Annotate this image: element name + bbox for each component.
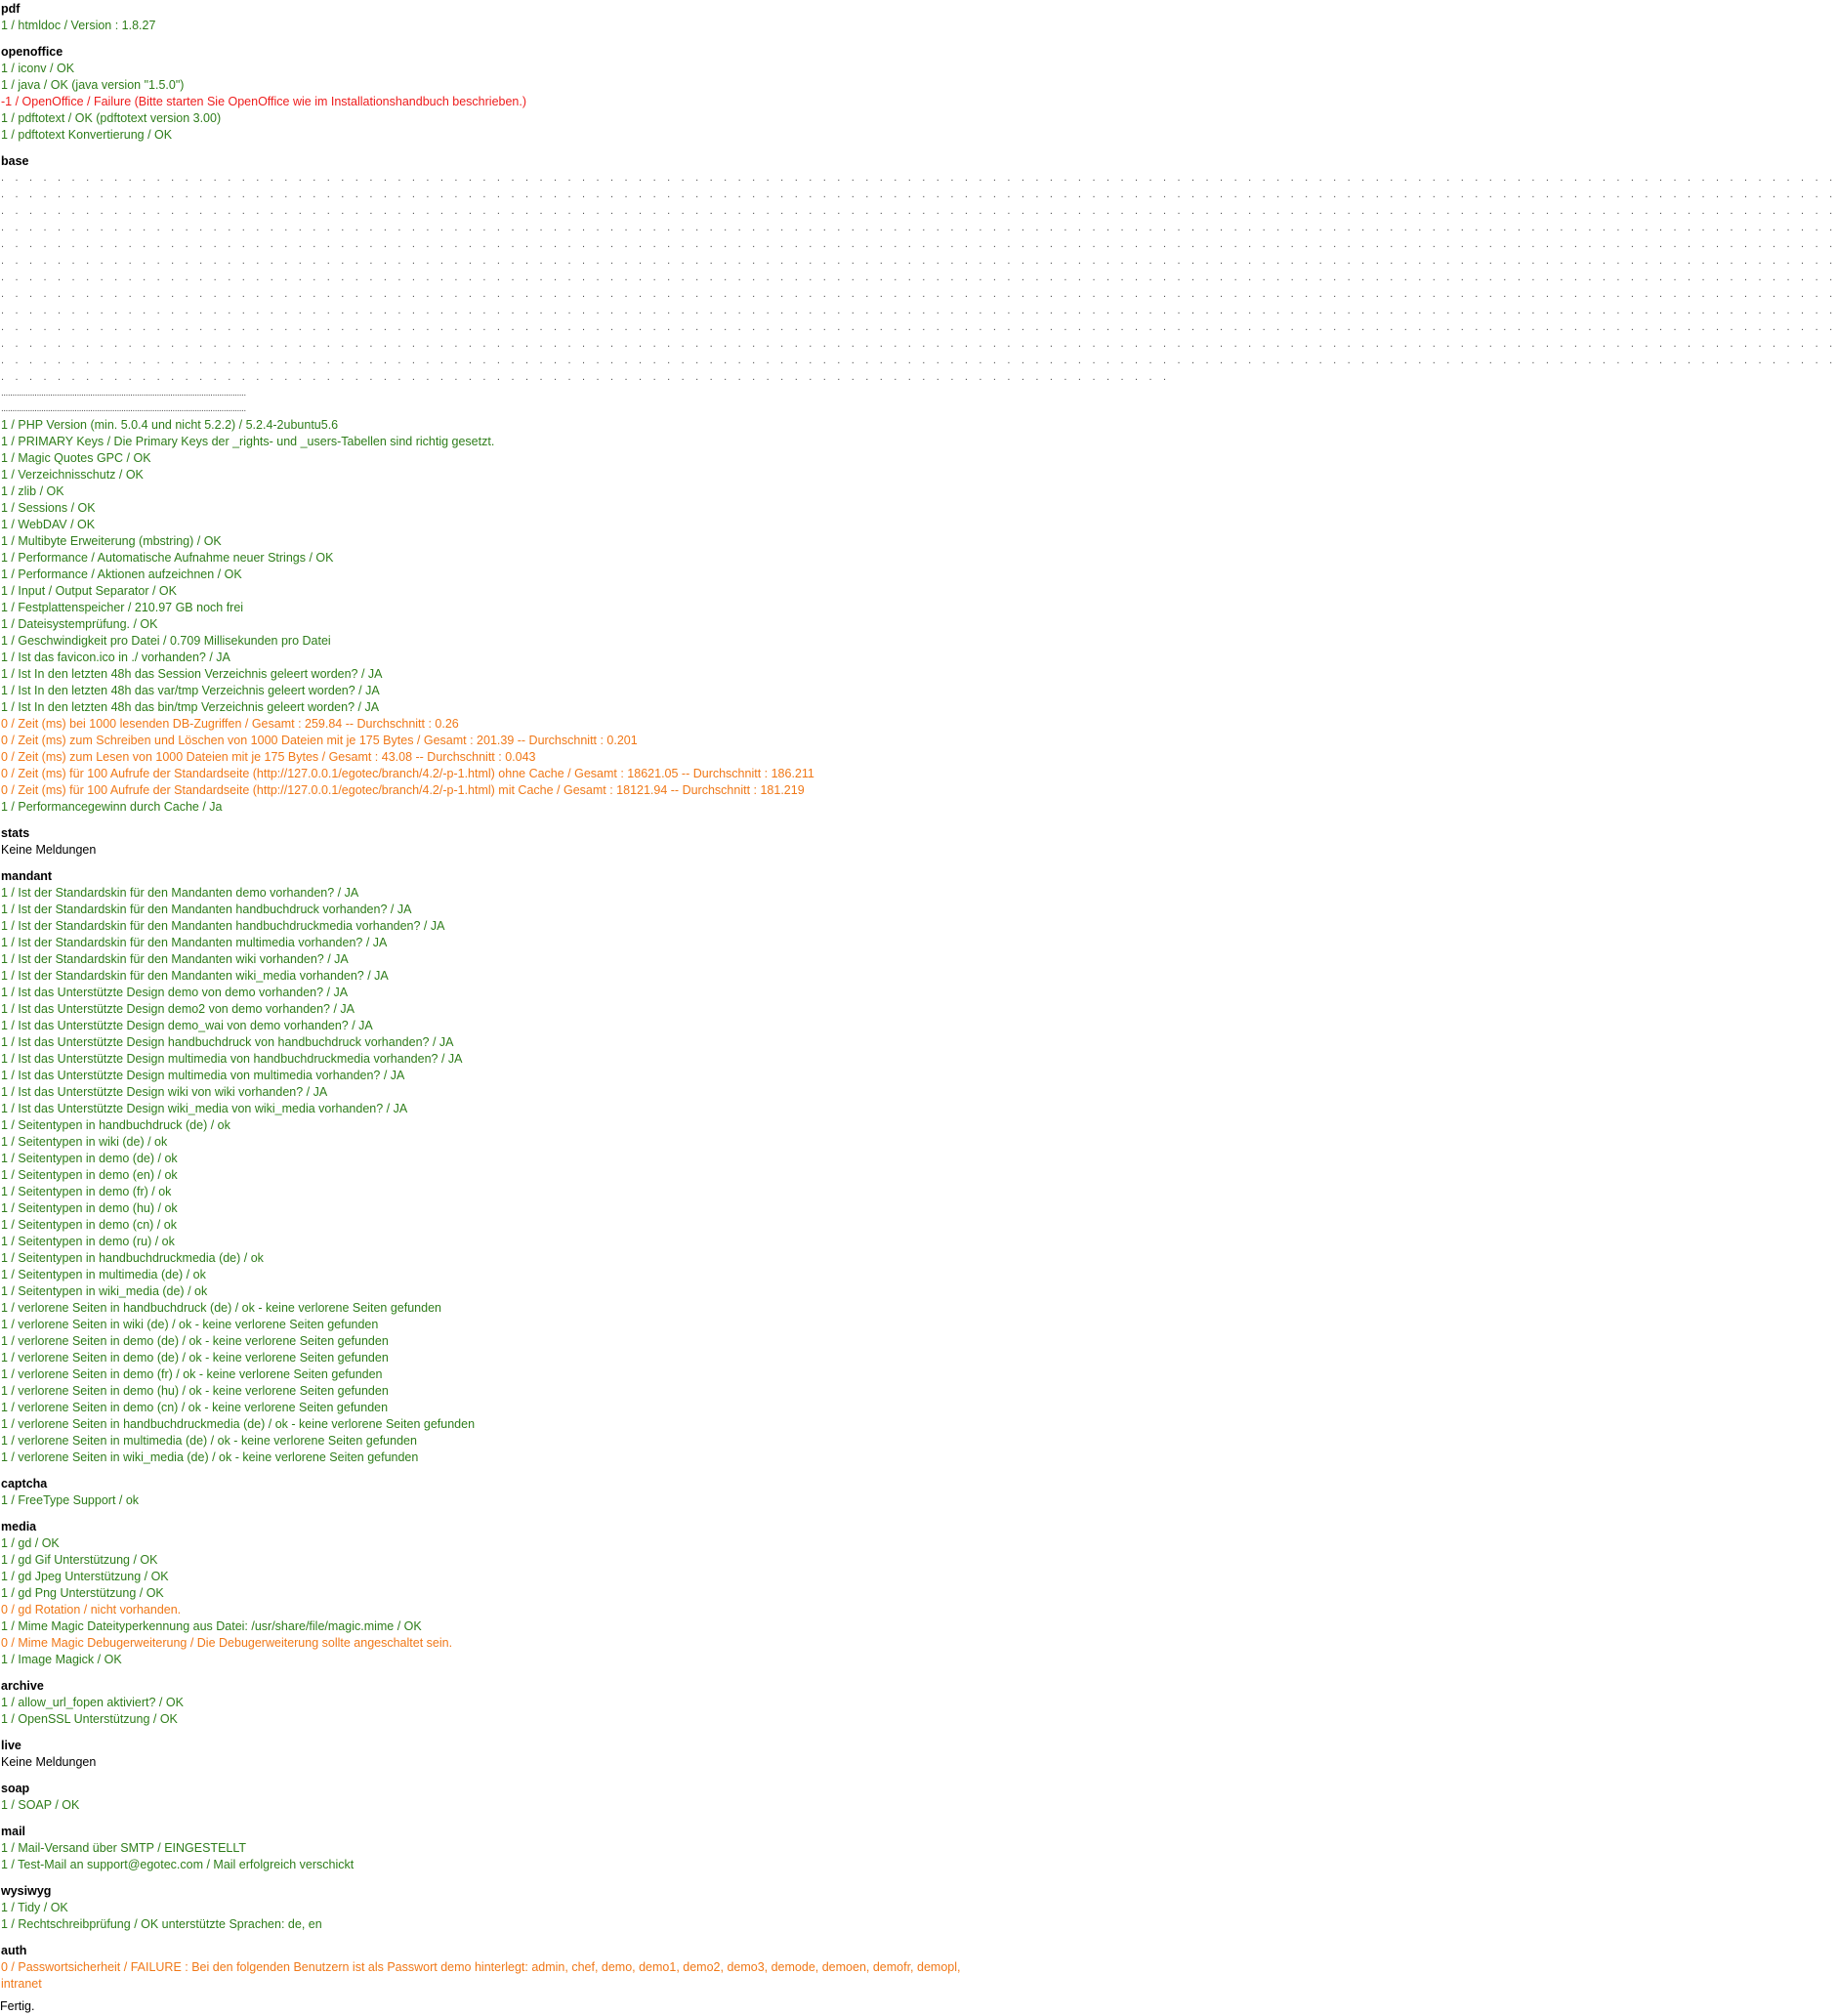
check-result-line: 1 / Ist In den letzten 48h das bin/tmp Verzeichnis geleert worden? / JA <box>1 700 380 714</box>
progress-dots-row: . . . . . . . . . . . . . . . . . . . . . . . . . . . . . . . . . . . . . . . . . . . . . . . . . . . . . . . . . . . . . . . . . . . . . . . . . . . . . . . . . . . . . . . . . . . . . . . . . . . . . . . . . . . . . . . . . . . . . . . . . . . . . . . . . . <box>1 189 1836 200</box>
check-result-line: 1 / Mime Magic Dateityperkennung aus Datei: /usr/share/file/magic.mime / OK <box>1 1619 422 1633</box>
check-result-line: 1 / Ist der Standardskin für den Mandanten handbuchdruck vorhanden? / JA <box>1 903 412 916</box>
section-title: mandant <box>1 869 53 883</box>
section-title: wysiwyg <box>1 1884 52 1898</box>
check-result-line: 1 / Seitentypen in handbuchdruck (de) / ok <box>1 1118 230 1132</box>
finished-message: Fertig. <box>0 1999 35 2013</box>
progress-dots-row: . . . . . . . . . . . . . . . . . . . . . . . . . . . . . . . . . . . . . . . . . . . . . . . . . . . . . . . . . . . . . . . . . . . . . . . . . . . . . . . . . . . . . . . . . . . . . . . . . . . . . . . . . . . . . . . . . . . . . . . . . . . . . . . . . . <box>1 238 1836 250</box>
check-result-line: 1 / Ist das Unterstützte Design wiki_media von wiki_media vorhanden? / JA <box>1 1102 408 1115</box>
check-result-line: 1 / SOAP / OK <box>1 1798 80 1812</box>
check-result-line: 0 / Zeit (ms) zum Lesen von 1000 Dateien mit je 175 Bytes / Gesamt : 43.08 -- Durchschnitt : 0.043 <box>1 750 536 764</box>
section-12 <box>1 1933 964 1993</box>
progress-dots-row: . . . . . . . . . . . . . . . . . . . . . . . . . . . . . . . . . . . . . . . . . . . . . . . . . . . . . . . . . . . . . . . . . . . . . . . . . . . . . . . . . . . . . . . . . . . . . . . . . . . . . . . . . . . . . . . . . . . . . . . . . . . . . . . . . . <box>1 222 1836 233</box>
check-result-line: 1 / Ist der Standardskin für den Mandanten multimedia vorhanden? / JA <box>1 936 388 949</box>
check-result-line: 1 / allow_url_fopen aktiviert? / OK <box>1 1696 184 1709</box>
check-result-line: 1 / Performance / Automatische Aufnahme neuer Strings / OK <box>1 551 334 565</box>
check-result-line: 1 / Seitentypen in demo (fr) / ok <box>1 1185 172 1198</box>
check-result-line: 1 / Tidy / OK <box>1 1901 68 1914</box>
section-title: soap <box>1 1782 30 1795</box>
check-result-line: 1 / Ist der Standardskin für den Mandanten demo vorhanden? / JA <box>1 886 359 900</box>
check-result-line: 1 / Seitentypen in demo (cn) / ok <box>1 1218 177 1232</box>
check-result-line: 1 / verlorene Seiten in demo (fr) / ok - keine verlorene Seiten gefunden <box>1 1367 383 1381</box>
section-title: pdf <box>1 2 21 16</box>
check-result-line: 1 / Mail-Versand über SMTP / EINGESTELLT <box>1 1841 247 1855</box>
check-result-line: 1 / pdftotext / OK (pdftotext version 3.00) <box>1 111 222 125</box>
check-result-line: 1 / Input / Output Separator / OK <box>1 584 177 598</box>
check-result-line: 1 / Rechtschreibprüfung / OK unterstützte Sprachen: de, en <box>1 1917 322 1931</box>
check-result-line: 1 / Seitentypen in demo (ru) / ok <box>1 1235 175 1248</box>
progress-dots-fine-row: .............................................................................................................. <box>1 388 246 399</box>
progress-dots-row: . . . . . . . . . . . . . . . . . . . . . . . . . . . . . . . . . . . . . . . . . . . . . . . . . . . . . . . . . . . . . . . . . . . . . . . . . . . . . . . . . . . . . . . . . . . . . . . . . . . . . . . . . . . . . . . . . . . . . . . . . . . . . . . . . . <box>1 272 1836 283</box>
section-4 <box>1 859 964 1466</box>
check-result-line: 1 / Multibyte Erweiterung (mbstring) / OK <box>1 534 222 548</box>
check-result-line: 1 / gd Gif Unterstützung / OK <box>1 1553 158 1567</box>
progress-dots-row: . . . . . . . . . . . . . . . . . . . . . . . . . . . . . . . . . . . . . . . . . . . . . . . . . . . . . . . . . . . . . . . . . . . . . . . . . . . . . . . . . . . . . . . . . . . . . . . . . . . . . . . . . . . . . . . . . . . . . . . . . . . . . . . . . . <box>1 355 1836 366</box>
section-5 <box>1 1466 964 1509</box>
section-7 <box>1 1668 964 1728</box>
check-result-line: 1 / Seitentypen in multimedia (de) / ok <box>1 1268 206 1281</box>
section-2 <box>1 144 1836 816</box>
check-result-line: 1 / iconv / OK <box>1 62 75 75</box>
progress-dots-row: . . . . . . . . . . . . . . . . . . . . . . . . . . . . . . . . . . . . . . . . . . . . . . . . . . . . . . . . . . . . . . . . . . . . . . . . . . . . . . . . . . . . . . . . . . . . . . . . . . . . . . . . . . . . . . . . . . . . . . . . . . . . . . . . . . <box>1 305 1836 316</box>
check-result-line: 1 / Ist das Unterstützte Design demo2 von demo vorhanden? / JA <box>1 1002 355 1016</box>
section-3 <box>1 816 964 859</box>
section-title: captcha <box>1 1477 48 1491</box>
progress-dots-fine-row: .............................................................................................................. <box>1 403 246 414</box>
check-result-line: 0 / gd Rotation / nicht vorhanden. <box>1 1603 182 1617</box>
check-result-line: 1 / Seitentypen in wiki (de) / ok <box>1 1135 168 1149</box>
check-result-line: 1 / verlorene Seiten in handbuchdruck (de) / ok - keine verlorene Seiten gefunden <box>1 1301 441 1315</box>
section-title: live <box>1 1739 21 1752</box>
check-result-line: 1 / Ist das Unterstützte Design demo von demo vorhanden? / JA <box>1 986 349 999</box>
check-result-line: 1 / Ist der Standardskin für den Mandanten wiki vorhanden? / JA <box>1 952 349 966</box>
progress-dots-row: . . . . . . . . . . . . . . . . . . . . . . . . . . . . . . . . . . . . . . . . . . . . . . . . . . . . . . . . . . . . . . . . . . . . . . . . . . . . . . . . . . . . . . . . . . . . . . . . . . . . . . . . . . . . . . . . . . . . . . . . . . . . . . . . . . <box>1 338 1836 350</box>
check-result-line: 1 / Ist das Unterstützte Design handbuchdruck von handbuchdruck vorhanden? / JA <box>1 1035 454 1049</box>
check-result-line: 0 / Zeit (ms) für 100 Aufrufe der Standardseite (http://127.0.0.1/egotec/branch/4.2/-p-1.html) ohne Cache / Gesamt : 18621.05 -- Durchschnitt : 186.211 <box>1 767 814 780</box>
section-1 <box>1 34 964 144</box>
section-title: stats <box>1 826 30 840</box>
check-result-line: 1 / Ist In den letzten 48h das var/tmp Verzeichnis geleert worden? / JA <box>1 684 380 697</box>
check-result-line: 1 / OpenSSL Unterstützung / OK <box>1 1712 178 1726</box>
check-result-line: -1 / OpenOffice / Failure (Bitte starten Sie OpenOffice wie im Installationshandbuch beschrieben.) <box>1 95 527 108</box>
check-result-line: 1 / Geschwindigkeit pro Datei / 0.709 Millisekunden pro Datei <box>1 634 331 648</box>
check-result-line: 0 / Zeit (ms) zum Schreiben und Löschen von 1000 Dateien mit je 175 Bytes / Gesamt : 201.39 -- Durchschnitt : 0.201 <box>1 734 638 747</box>
section-10 <box>1 1814 964 1873</box>
check-result-line: 1 / Performancegewinn durch Cache / Ja <box>1 800 223 814</box>
section-title: auth <box>1 1944 27 1957</box>
check-result-line: 1 / PHP Version (min. 5.0.4 und nicht 5.2.2) / 5.2.4-2ubuntu5.6 <box>1 418 339 432</box>
progress-dots-row: . . . . . . . . . . . . . . . . . . . . . . . . . . . . . . . . . . . . . . . . . . . . . . . . . . . . . . . . . . . . . . . . . . . . . . . . . . . . . . . . . . . . . . . . . . . . . . . . . . . . . . . . . . . . . . . . . . . . . . . . . . . . . . . . . . <box>1 255 1836 267</box>
check-result-line: 1 / gd Jpeg Unterstützung / OK <box>1 1570 169 1583</box>
check-result-line: 1 / Ist das Unterstützte Design multimedia von multimedia vorhanden? / JA <box>1 1069 405 1082</box>
check-result-line: 1 / Verzeichnisschutz / OK <box>1 468 144 482</box>
check-result-line: 1 / Seitentypen in wiki_media (de) / ok <box>1 1284 208 1298</box>
check-result-line: 0 / Passwortsicherheit / FAILURE : Bei den folgenden Benutzern ist als Passwort demo hinterlegt: admin, chef, demo, demo1, demo2, demo3, demode, demoen, demofr, demopl, intranet <box>1 1960 961 1991</box>
section-title: openoffice <box>1 45 63 59</box>
check-result-line: 1 / WebDAV / OK <box>1 518 96 531</box>
check-result-line: 1 / verlorene Seiten in demo (de) / ok - keine verlorene Seiten gefunden <box>1 1351 389 1365</box>
check-result-line: 1 / Dateisystemprüfung. / OK <box>1 617 158 631</box>
check-result-line: 1 / Ist In den letzten 48h das Session Verzeichnis geleert worden? / JA <box>1 667 383 681</box>
check-result-line: 1 / Ist das Unterstützte Design wiki von wiki vorhanden? / JA <box>1 1085 328 1099</box>
check-result-line: 1 / java / OK (java version "1.5.0") <box>1 78 185 92</box>
check-result-line: 1 / gd / OK <box>1 1536 60 1550</box>
section-title: base <box>1 154 29 168</box>
progress-dots-row: . . . . . . . . . . . . . . . . . . . . . . . . . . . . . . . . . . . . . . . . . . . . . . . . . . . . . . . . . . . . . . . . . . . . . . . . . . . . . . . . . . . . . . . . . . . . . . . . . . . . . . . . . . . . . . . . . . . . . . . . . . . . . . . . . . <box>1 205 1836 217</box>
check-result-line: 1 / Seitentypen in demo (hu) / ok <box>1 1201 178 1215</box>
section-8 <box>1 1728 964 1771</box>
check-result-line: 1 / Magic Quotes GPC / OK <box>1 451 151 465</box>
check-result-line: Keine Meldungen <box>1 1755 97 1769</box>
section-title: mail <box>1 1825 26 1838</box>
check-result-line: 1 / Performance / Aktionen aufzeichnen / OK <box>1 567 242 581</box>
progress-dots-row: . . . . . . . . . . . . . . . . . . . . . . . . . . . . . . . . . . . . . . . . . . . . . . . . . . . . . . . . . . . . . . . . . . . . . . . . . . . . . . . . . . . <box>1 371 1171 383</box>
check-result-line: 1 / Test-Mail an support@egotec.com / Mail erfolgreich verschickt <box>1 1858 355 1871</box>
check-result-line: 1 / gd Png Unterstützung / OK <box>1 1586 164 1600</box>
check-result-line: 0 / Mime Magic Debugerweiterung / Die Debugerweiterung sollte angeschaltet sein. <box>1 1636 453 1650</box>
check-result-line: 1 / htmldoc / Version : 1.8.27 <box>1 19 156 32</box>
check-result-line: 1 / FreeType Support / ok <box>1 1493 140 1507</box>
progress-dots-row: . . . . . . . . . . . . . . . . . . . . . . . . . . . . . . . . . . . . . . . . . . . . . . . . . . . . . . . . . . . . . . . . . . . . . . . . . . . . . . . . . . . . . . . . . . . . . . . . . . . . . . . . . . . . . . . . . . . . . . . . . . . . . . . . . . <box>1 321 1836 333</box>
check-result-line: 1 / verlorene Seiten in demo (cn) / ok - keine verlorene Seiten gefunden <box>1 1401 389 1414</box>
check-result-line: 1 / Sessions / OK <box>1 501 96 515</box>
section-0 <box>1 1 964 34</box>
check-result-line: 1 / PRIMARY Keys / Die Primary Keys der _rights- und _users-Tabellen sind richtig gesetzt. <box>1 435 495 448</box>
check-result-line: 1 / Ist der Standardskin für den Mandanten handbuchdruckmedia vorhanden? / JA <box>1 919 445 933</box>
check-result-line: 1 / Seitentypen in demo (en) / ok <box>1 1168 178 1182</box>
section-title: archive <box>1 1679 44 1693</box>
check-result-line: 1 / Ist das Unterstützte Design demo_wai von demo vorhanden? / JA <box>1 1019 373 1032</box>
check-result-line: 1 / Ist das favicon.ico in ./ vorhanden? / JA <box>1 651 230 664</box>
progress-dots-row: . . . . . . . . . . . . . . . . . . . . . . . . . . . . . . . . . . . . . . . . . . . . . . . . . . . . . . . . . . . . . . . . . . . . . . . . . . . . . . . . . . . . . . . . . . . . . . . . . . . . . . . . . . . . . . . . . . . . . . . . . . . . . . . . . . <box>1 288 1836 300</box>
check-result-line: 1 / Ist das Unterstützte Design multimedia von handbuchdruckmedia vorhanden? / JA <box>1 1052 463 1066</box>
check-result-line: 1 / Festplattenspeicher / 210.97 GB noch frei <box>1 601 244 614</box>
check-result-line: 1 / verlorene Seiten in multimedia (de) / ok - keine verlorene Seiten gefunden <box>1 1434 417 1448</box>
check-result-line: 0 / Zeit (ms) bei 1000 lesenden DB-Zugriffen / Gesamt : 259.84 -- Durchschnitt : 0.26 <box>1 717 459 731</box>
section-6 <box>1 1509 964 1668</box>
check-result-line: 1 / verlorene Seiten in wiki (de) / ok - keine verlorene Seiten gefunden <box>1 1318 379 1331</box>
section-9 <box>1 1771 964 1814</box>
section-title: media <box>1 1520 37 1533</box>
check-result-line: 1 / verlorene Seiten in demo (de) / ok - keine verlorene Seiten gefunden <box>1 1334 389 1348</box>
check-result-line: 1 / Ist der Standardskin für den Mandanten wiki_media vorhanden? / JA <box>1 969 389 983</box>
check-result-line: 1 / pdftotext Konvertierung / OK <box>1 128 173 142</box>
check-result-line: 1 / verlorene Seiten in handbuchdruckmedia (de) / ok - keine verlorene Seiten gefunden <box>1 1417 476 1431</box>
check-result-line: Keine Meldungen <box>1 843 97 857</box>
section-11 <box>1 1873 964 1933</box>
check-result-line: 1 / Seitentypen in handbuchdruckmedia (de) / ok <box>1 1251 264 1265</box>
check-result-line: 0 / Zeit (ms) für 100 Aufrufe der Standardseite (http://127.0.0.1/egotec/branch/4.2/-p-1.html) mit Cache / Gesamt : 18121.94 -- Durchschnitt : 181.219 <box>1 783 805 797</box>
check-result-line: 1 / Seitentypen in demo (de) / ok <box>1 1152 178 1165</box>
check-result-line: 1 / Image Magick / OK <box>1 1653 122 1666</box>
check-result-line: 1 / verlorene Seiten in wiki_media (de) / ok - keine verlorene Seiten gefunden <box>1 1450 419 1464</box>
progress-dots-row: . . . . . . . . . . . . . . . . . . . . . . . . . . . . . . . . . . . . . . . . . . . . . . . . . . . . . . . . . . . . . . . . . . . . . . . . . . . . . . . . . . . . . . . . . . . . . . . . . . . . . . . . . . . . . . . . . . . . . . . . . . . . . . . . . . <box>1 172 1836 184</box>
check-result-line: 1 / zlib / OK <box>1 484 64 498</box>
check-result-line: 1 / verlorene Seiten in demo (hu) / ok - keine verlorene Seiten gefunden <box>1 1384 389 1398</box>
